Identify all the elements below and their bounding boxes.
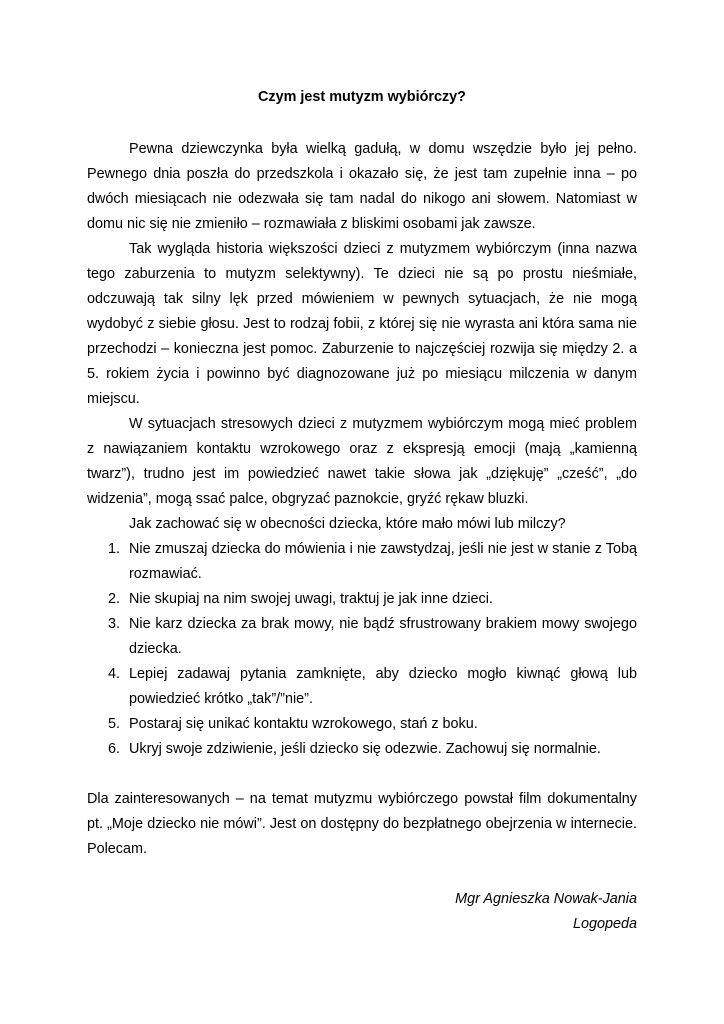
list-item <box>87 662 637 712</box>
list-item-text: Nie skupiaj na nim swojej uwagi, traktuj je jak inne dzieci. <box>129 591 493 607</box>
document-page <box>87 0 637 1024</box>
author-name: Mgr Agnieszka Nowak-Jania <box>455 891 637 907</box>
list-item <box>87 737 637 762</box>
author-role: Logopeda <box>572 916 637 932</box>
list-item-text: Lepiej zadawaj pytania zamknięte, aby dziecko mogło kiwnąć głową lub powiedzieć krótko „tak”/”nie”. <box>129 666 637 707</box>
paragraph-description: Tak wygląda historia większości dzieci z mutyzmem wybiórczym (inna nazwa tego zaburzenia to mutyzm selektywny). Te dzieci nie są po prostu nieśmiałe, odczuwają tak silny lęk przed mówieniem w pewnych sytuacjach, że nie mogą wydobyć z siebie głosu. Jest to rodzaj fobii, z której się nie wyrasta ani która sama nie przechodzi – konieczna jest pomoc. Zaburzenie to najczęściej rozwija się między 2. a 5. rokiem życia i powinno być diagnozowane już po miesiącu milczenia w danym miejscu. <box>87 241 637 407</box>
signature-block <box>87 887 637 937</box>
page-title: Czym jest mutyzm wybiórczy? <box>258 89 466 105</box>
list-item-number: 5. <box>108 716 121 732</box>
list-item-text: Ukryj swoje zdziwienie, jeśli dziecko się odezwie. Zachowuj się normalnie. <box>129 741 601 757</box>
paragraph-intro: Pewna dziewczynka była wielką gadułą, w domu wszędzie było jej pełno. Pewnego dnia poszła do przedszkola i okazało się, że jest tam zupełnie inna – po dwóch miesiącach nie odezwała się tam nadal do nikogo ani słowem. Natomiast w domu nic się nie zmieniło – rozmawiała z bliskimi osobami jak zawsze. <box>87 141 637 232</box>
paragraph-symptoms: W sytuacjach stresowych dzieci z mutyzmem wybiórczym mogą mieć problem z nawiązaniem kontaktu wzrokowego oraz z ekspresją emocji (mają „kamienną twarz”), trudno jest im powiedzieć nawet takie słowa jak „dziękuję” „cześć”, „do widzenia”, mogą ssać palce, obgryzać paznokcie, gryźć rękaw bluzki. <box>87 416 637 507</box>
list-item <box>87 712 637 737</box>
closing-paragraph: Dla zainteresowanych – na temat mutyzmu wybiórczego powstał film dokumentalny pt. „Moje dziecko nie mówi”. Jest on dostępny do bezpłatnego obejrzenia w internecie. Polecam. <box>87 791 637 857</box>
list-item <box>87 587 637 612</box>
list-item-text: Nie zmuszaj dziecka do mówienia i nie zawstydzaj, jeśli nie jest w stanie z Tobą rozmawiać. <box>129 541 637 582</box>
list-item-number: 1. <box>108 541 121 557</box>
list-item-text: Postaraj się unikać kontaktu wzrokowego, stań z boku. <box>129 716 478 732</box>
document-body <box>87 137 637 937</box>
tips-list <box>87 537 637 762</box>
list-item <box>87 537 637 587</box>
list-item-number: 3. <box>108 616 121 632</box>
list-item-text: Nie karz dziecka za brak mowy, nie bądź sfrustrowany brakiem mowy swojego dziecka. <box>129 616 637 657</box>
list-item-number: 4. <box>108 666 121 682</box>
list-item-number: 2. <box>108 591 121 607</box>
list-item-number: 6. <box>108 741 121 757</box>
tips-question: Jak zachować się w obecności dziecka, które mało mówi lub milczy? <box>129 516 566 532</box>
list-item <box>87 612 637 662</box>
